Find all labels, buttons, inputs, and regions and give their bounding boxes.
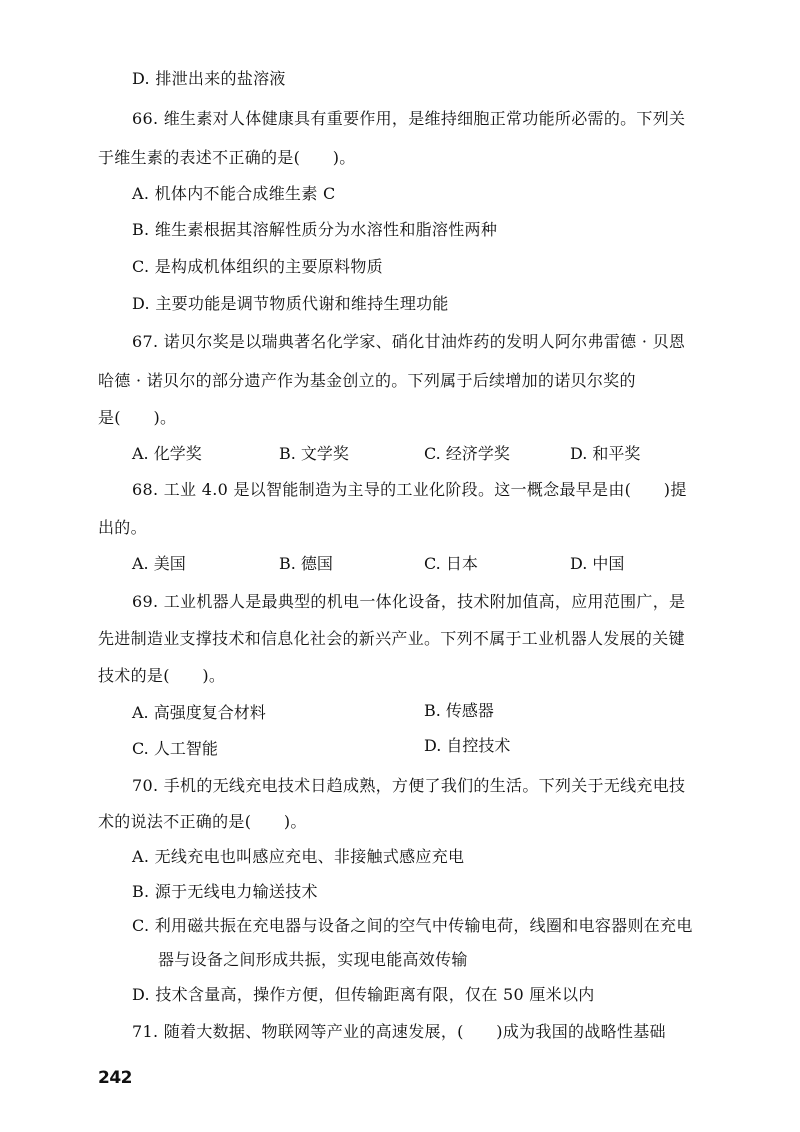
q68-option-a: A. 美国 (132, 554, 186, 573)
q68-stem-line-2: 出的。 (98, 518, 147, 537)
q71-stem-line-1: 71. 随着大数据、物联网等产业的高速发展，( )成为我国的战略性基础 (132, 1022, 666, 1041)
q69-stem-line-2: 先进制造业支撑技术和信息化社会的新兴产业。下列不属于工业机器人发展的关键 (98, 629, 685, 648)
q70-stem-line-2: 术的说法不正确的是( )。 (98, 812, 307, 831)
q70-option-b: B. 源于无线电力输送技术 (132, 882, 318, 901)
q68-option-c: C. 日本 (424, 554, 478, 573)
page-number: 242 (98, 1068, 132, 1088)
q66-option-b: B. 维生素根据其溶解性质分为水溶性和脂溶性两种 (132, 220, 498, 239)
q66-option-d: D. 主要功能是调节物质代谢和维持生理功能 (132, 294, 449, 313)
q65-option-d: D. 排泄出来的盐溶液 (132, 69, 286, 88)
q66-option-a: A. 机体内不能合成维生素 C (132, 184, 336, 203)
q69-option-a: A. 高强度复合材料 (132, 703, 266, 722)
q69-stem-line-3: 技术的是( )。 (98, 666, 226, 685)
q67-stem-line-3: 是( )。 (98, 408, 177, 427)
q70-option-d: D. 技术含量高，操作方便，但传输距离有限，仅在 50 厘米以内 (132, 985, 595, 1004)
q69-option-c: C. 人工智能 (132, 739, 218, 758)
q68-stem-line-1: 68. 工业 4.0 是以智能制造为主导的工业化阶段。这一概念最早是由( )提 (132, 480, 687, 499)
q70-option-c-line-2: 器与设备之间形成共振，实现电能高效传输 (158, 950, 468, 969)
q67-option-b: B. 文学奖 (279, 444, 349, 463)
q67-option-a: A. 化学奖 (132, 444, 202, 463)
q69-stem-line-1: 69. 工业机器人是最典型的机电一体化设备，技术附加值高，应用范围广，是 (132, 592, 686, 611)
q68-option-d: D. 中国 (570, 554, 625, 573)
q70-option-c-line-1: C. 利用磁共振在充电器与设备之间的空气中传输电荷，线圈和电容器则在充电 (132, 916, 693, 935)
q69-option-b: B. 传感器 (424, 701, 494, 720)
q66-stem-line-1: 66. 维生素对人体健康具有重要作用，是维持细胞正常功能所必需的。下列关 (132, 109, 686, 128)
q69-option-d: D. 自控技术 (424, 736, 511, 755)
q67-option-c: C. 经济学奖 (424, 444, 510, 463)
q66-option-c: C. 是构成机体组织的主要原料物质 (132, 257, 383, 276)
q67-stem-line-1: 67. 诺贝尔奖是以瑞典著名化学家、硝化甘油炸药的发明人阿尔弗雷德 · 贝恩 (132, 332, 686, 351)
q66-stem-line-2: 于维生素的表述不正确的是( )。 (98, 148, 356, 167)
q67-option-d: D. 和平奖 (570, 444, 641, 463)
q70-option-a: A. 无线充电也叫感应充电、非接触式感应充电 (132, 847, 465, 866)
q67-stem-line-2: 哈德 · 诺贝尔的部分遗产作为基金创立的。下列属于后续增加的诺贝尔奖的 (98, 371, 636, 390)
q68-option-b: B. 德国 (279, 554, 333, 573)
q70-stem-line-1: 70. 手机的无线充电技术日趋成熟，方便了我们的生活。下列关于无线充电技 (132, 776, 686, 795)
